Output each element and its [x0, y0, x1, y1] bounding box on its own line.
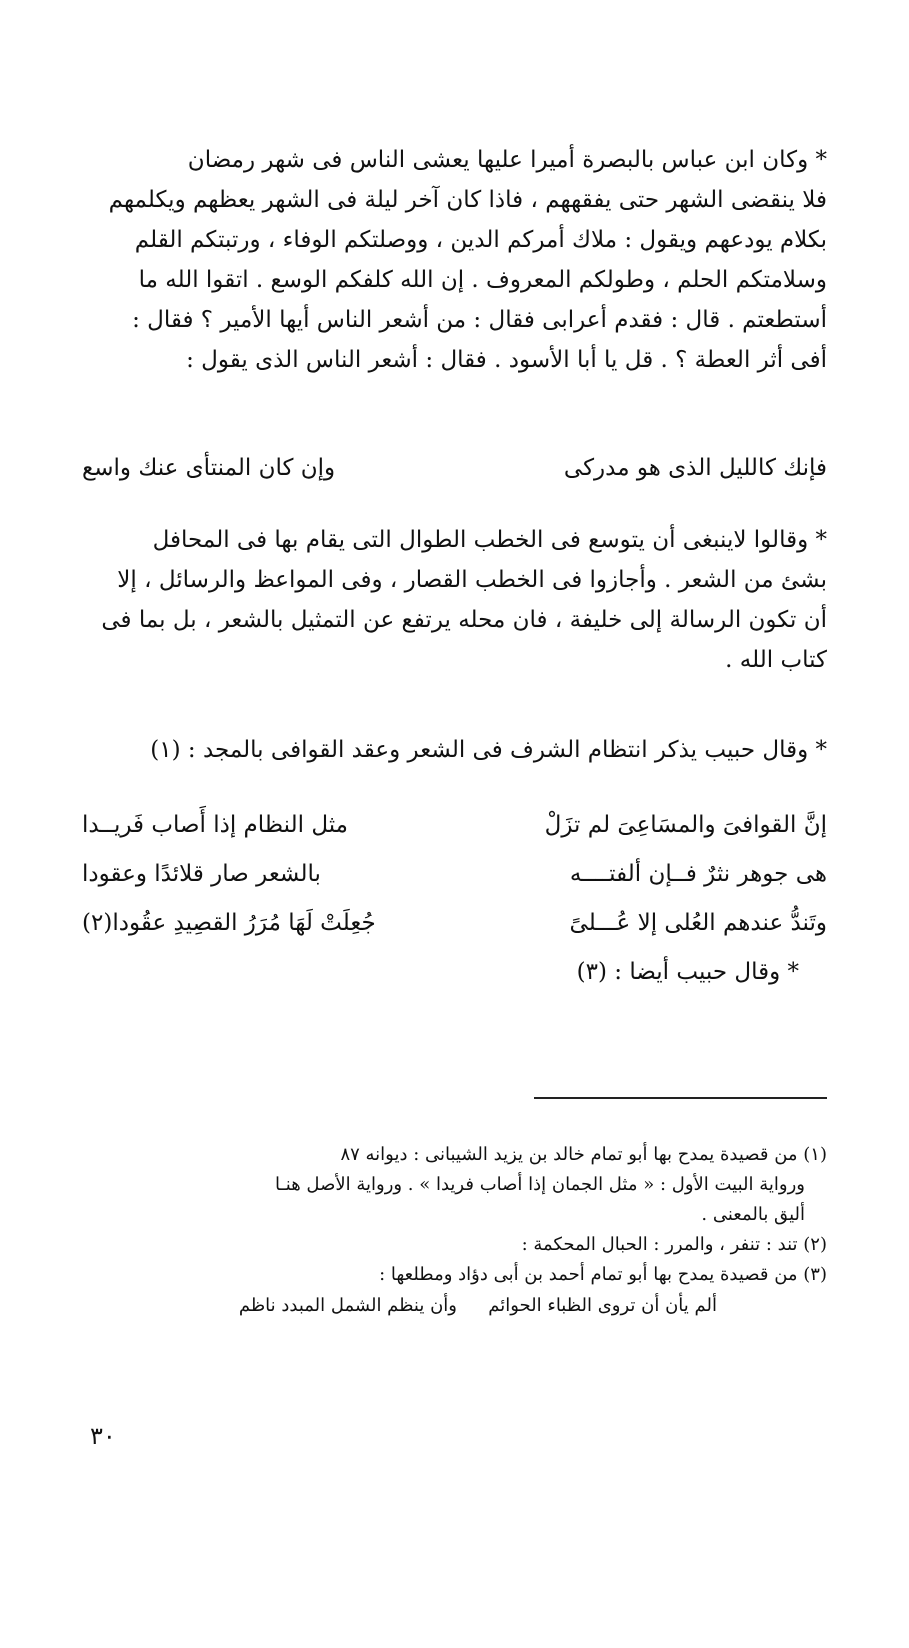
verse-first-hemistich: ألم يأن أن تروى الظباء الحوائم [488, 1295, 717, 1316]
footnote-1: (١) من قصيدة يمدح بها أبو تمام خالد بن يزيد الشيبانى : ديوانه ٨٧ [340, 1144, 827, 1165]
verse-line [82, 854, 827, 903]
footnote-1-continuation: أليق بالمعنى . [701, 1204, 805, 1225]
footnote-divider [534, 1097, 827, 1099]
page-number: ٣٠ [90, 1422, 116, 1450]
verse-first-hemistich: فإنك كالليل الذى هو مدركى [563, 455, 827, 481]
footnote-2: (٢) تند : تنفر ، والمرر : الحبال المحكمة : [521, 1234, 827, 1255]
footnotes [82, 1140, 827, 1322]
text-line: كتاب الله . [725, 647, 827, 673]
text-line: وسلامتكم الحلم ، وطولكم المعروف . إن الله كلفكم الوسع . اتقوا الله ما [138, 267, 827, 293]
poem [82, 805, 827, 952]
footnote-1-continuation: ورواية البيت الأول : « مثل الجمان إذا أصاب فريدا » . ورواية الأصل هنـا [275, 1174, 805, 1195]
footnote-3: (٣) من قصيدة يمدح بها أبو تمام أحمد بن أبى دؤاد ومطلعها : [379, 1264, 827, 1285]
text-line: أفى أثر العطة ؟ . قل يا أبا الأسود . فقال : أشعر الناس الذى يقول : [186, 347, 827, 373]
verse-second-hemistich: وأن ينظم الشمل المبدد ناظم [238, 1295, 457, 1316]
verse-first-hemistich: إنَّ القوافىَ والمسَاعِىَ لم تزَلْ [544, 812, 827, 838]
paragraph-speeches [82, 520, 827, 680]
verse-second-hemistich: بالشعر صار قلائدًا وعقودا [82, 861, 321, 887]
verse-second-hemistich: مثل النظام إذا أَصاب فَريــدا [82, 812, 349, 838]
verse-line [82, 448, 827, 488]
verse-line [82, 903, 827, 952]
paragraph-ibn-abbas [82, 140, 827, 380]
verse-second-hemistich: وإن كان المنتأى عنك واسع [82, 455, 336, 481]
text-line: أستطعتم . قال : فقدم أعرابى فقال : من أشعر الناس أيها الأمير ؟ فقال : [132, 307, 827, 333]
second-poem-intro: * وقال حبيب أيضا : (٣) [576, 959, 799, 985]
poem-intro: * وقال حبيب يذكر انتظام الشرف فى الشعر وعقد القوافى بالمجد : (١) [150, 737, 827, 763]
verse-first-hemistich: وتَندُّ عندهم العُلى إلا عُـــلىً [569, 910, 827, 936]
text-line: بكلام يودعهم ويقول : ملاك أمركم الدين ، ووصلتكم الوفاء ، ورتبتكم القلم [134, 227, 827, 253]
footnote-3-verse [82, 1290, 827, 1322]
verse-line [82, 805, 827, 854]
text-line: بشئ من الشعر . وأجازوا فى الخطب القصار ، وفى المواعظ والرسائل ، إلا [117, 567, 827, 593]
text-line: * وقالوا لاينبغى أن يتوسع فى الخطب الطوال التى يقام بها فى المحافل [152, 527, 827, 553]
verse-first-hemistich: هى جوهر نثرٌ فــإن ألفتــــه [569, 861, 827, 887]
text-line: * وكان ابن عباس بالبصرة أميرا عليها يعشى الناس فى شهر رمضان [187, 147, 827, 173]
text-line: أن تكون الرسالة إلى خليفة ، فان محله يرتفع عن التمثيل بالشعر ، بل بما فى [101, 607, 827, 633]
text-line: فلا ينقضى الشهر حتى يفقههم ، فاذا كان آخر ليلة فى الشهر يعظهم ويكلمهم [108, 187, 827, 213]
verse-second-hemistich: جُعِلَتْ لَهَا مُرَرُ القصِيدِ عقُودا(٢) [82, 910, 376, 936]
